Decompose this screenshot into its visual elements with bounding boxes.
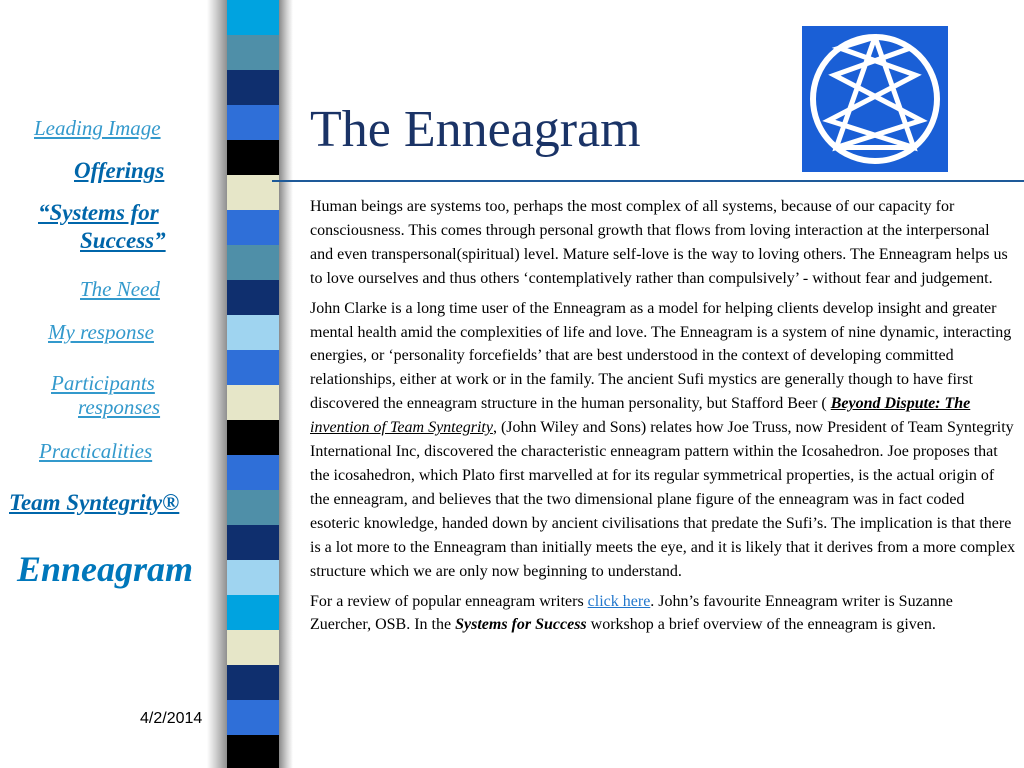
intro-paragraph: Human beings are systems too, perhaps the most complex of all systems, because of our capacity for consciousness. This comes through personal growth that flows from loving interaction at the interpersonal and even transpersonal(spiritual) level. Mature self-love is the way to loving others. The Enneagram helps us to love ourselves and thus others ‘contemplatively rather than compulsively’ - without fear and judgement. [310, 198, 1008, 287]
stripe-segment [227, 280, 279, 316]
stripe-segment [227, 490, 279, 526]
review-text-end: workshop a brief overview of the enneagram is given. [586, 616, 936, 634]
review-text-start: For a review of popular enneagram writers [310, 592, 588, 610]
slide-date: 4/2/2014 [140, 710, 203, 727]
click-here-link[interactable]: click here [587, 592, 651, 610]
stripe-segment [227, 630, 279, 666]
stripe-segment [227, 35, 279, 71]
stripe-segment [227, 315, 279, 351]
book-title-part1: Beyond Dispute: The [830, 395, 971, 413]
enneagram-logo-icon [802, 26, 948, 172]
book-title-part2: invention of Team Syntegrity [310, 419, 493, 437]
stripe-segment [227, 0, 279, 36]
nav-leading-image-link[interactable]: Leading Image [34, 116, 161, 140]
stripe-segment [227, 210, 279, 246]
stripe-segment [227, 455, 279, 491]
john-clarke-paragraph [310, 297, 1016, 584]
stripe-segment [227, 665, 279, 701]
review-text-middle: . John’s favourite Enneagram writer is Suzanne Zuercher, OSB. In the [310, 592, 953, 634]
stripe-segment [227, 595, 279, 631]
review-paragraph [310, 590, 1016, 638]
nav-practicalities-link[interactable]: Practicalities [39, 439, 153, 463]
nav-offerings-link[interactable]: Offerings [74, 158, 165, 183]
john-clarke-text-end: , (John Wiley and Sons) relates how Joe Truss, now President of Team Syntegrity International Inc, discovered the characteristic enneagram pattern within the Icosahedron. Joe proposes that the icosahedron, which Plato first marvelled at for its regular symmetrical properties, is the actual origin of the enneagram, and believes that the two dimensional plane figure of the enneagram was in fact coded esoteric knowledge, handed down by ancient civilisations that predate the Sufi’s. The implication is that there is a lot more to the Enneagram than initially meets the eye, and it is likely that it derives from a more complex structure which we are only now beginning to understand. [310, 419, 1016, 580]
stripe-segment [227, 245, 279, 281]
stripe-segment [227, 735, 279, 768]
stripe-segment [227, 385, 279, 421]
stripe-segment [227, 350, 279, 386]
page-title: The Enneagram [310, 101, 641, 158]
nav-team-syntegrity-link[interactable]: Team Syntegrity® [9, 490, 180, 515]
stripe-segment [227, 105, 279, 141]
john-clarke-text-start: John Clarke is a long time user of the Enneagram as a model for helping clients develop insight and greater mental health amid the complexities of life and love. The Enneagram is a system of nine dynamic, interacting energies, or ‘personality forcefields’ that are best understood in the context of developing committed relationships, either at work or in the family. The ancient Sufi mystics are generally though to have first discovered the enneagram structure in the human personality, but Stafford Beer ( [310, 299, 1012, 413]
nav-my-response-link[interactable]: My response [48, 320, 154, 344]
stripe-segment [227, 525, 279, 561]
stripe-segment [227, 560, 279, 596]
stripe-segment [227, 140, 279, 176]
nav-the-need-link[interactable]: The Need [80, 277, 160, 301]
stripe-shadow-left [207, 0, 227, 768]
main-content [310, 195, 1016, 643]
nav-participants-responses-link-line1[interactable]: Participants [51, 371, 155, 395]
stripe-segment [227, 70, 279, 106]
decorative-color-stripe [227, 0, 279, 768]
systems-for-success-emphasis: Systems for Success [455, 616, 587, 634]
nav-systems-for-success-link-line2[interactable]: Success” [80, 228, 166, 253]
nav-participants-responses-link-line2[interactable]: responses [78, 395, 161, 419]
stripe-shadow-right [279, 0, 293, 768]
stripe-segment [227, 420, 279, 456]
nav-systems-for-success-link-line1[interactable]: “Systems for [38, 200, 159, 225]
stripe-segment [227, 700, 279, 736]
title-divider [272, 180, 1024, 182]
nav-enneagram-current: Enneagram [17, 549, 194, 589]
